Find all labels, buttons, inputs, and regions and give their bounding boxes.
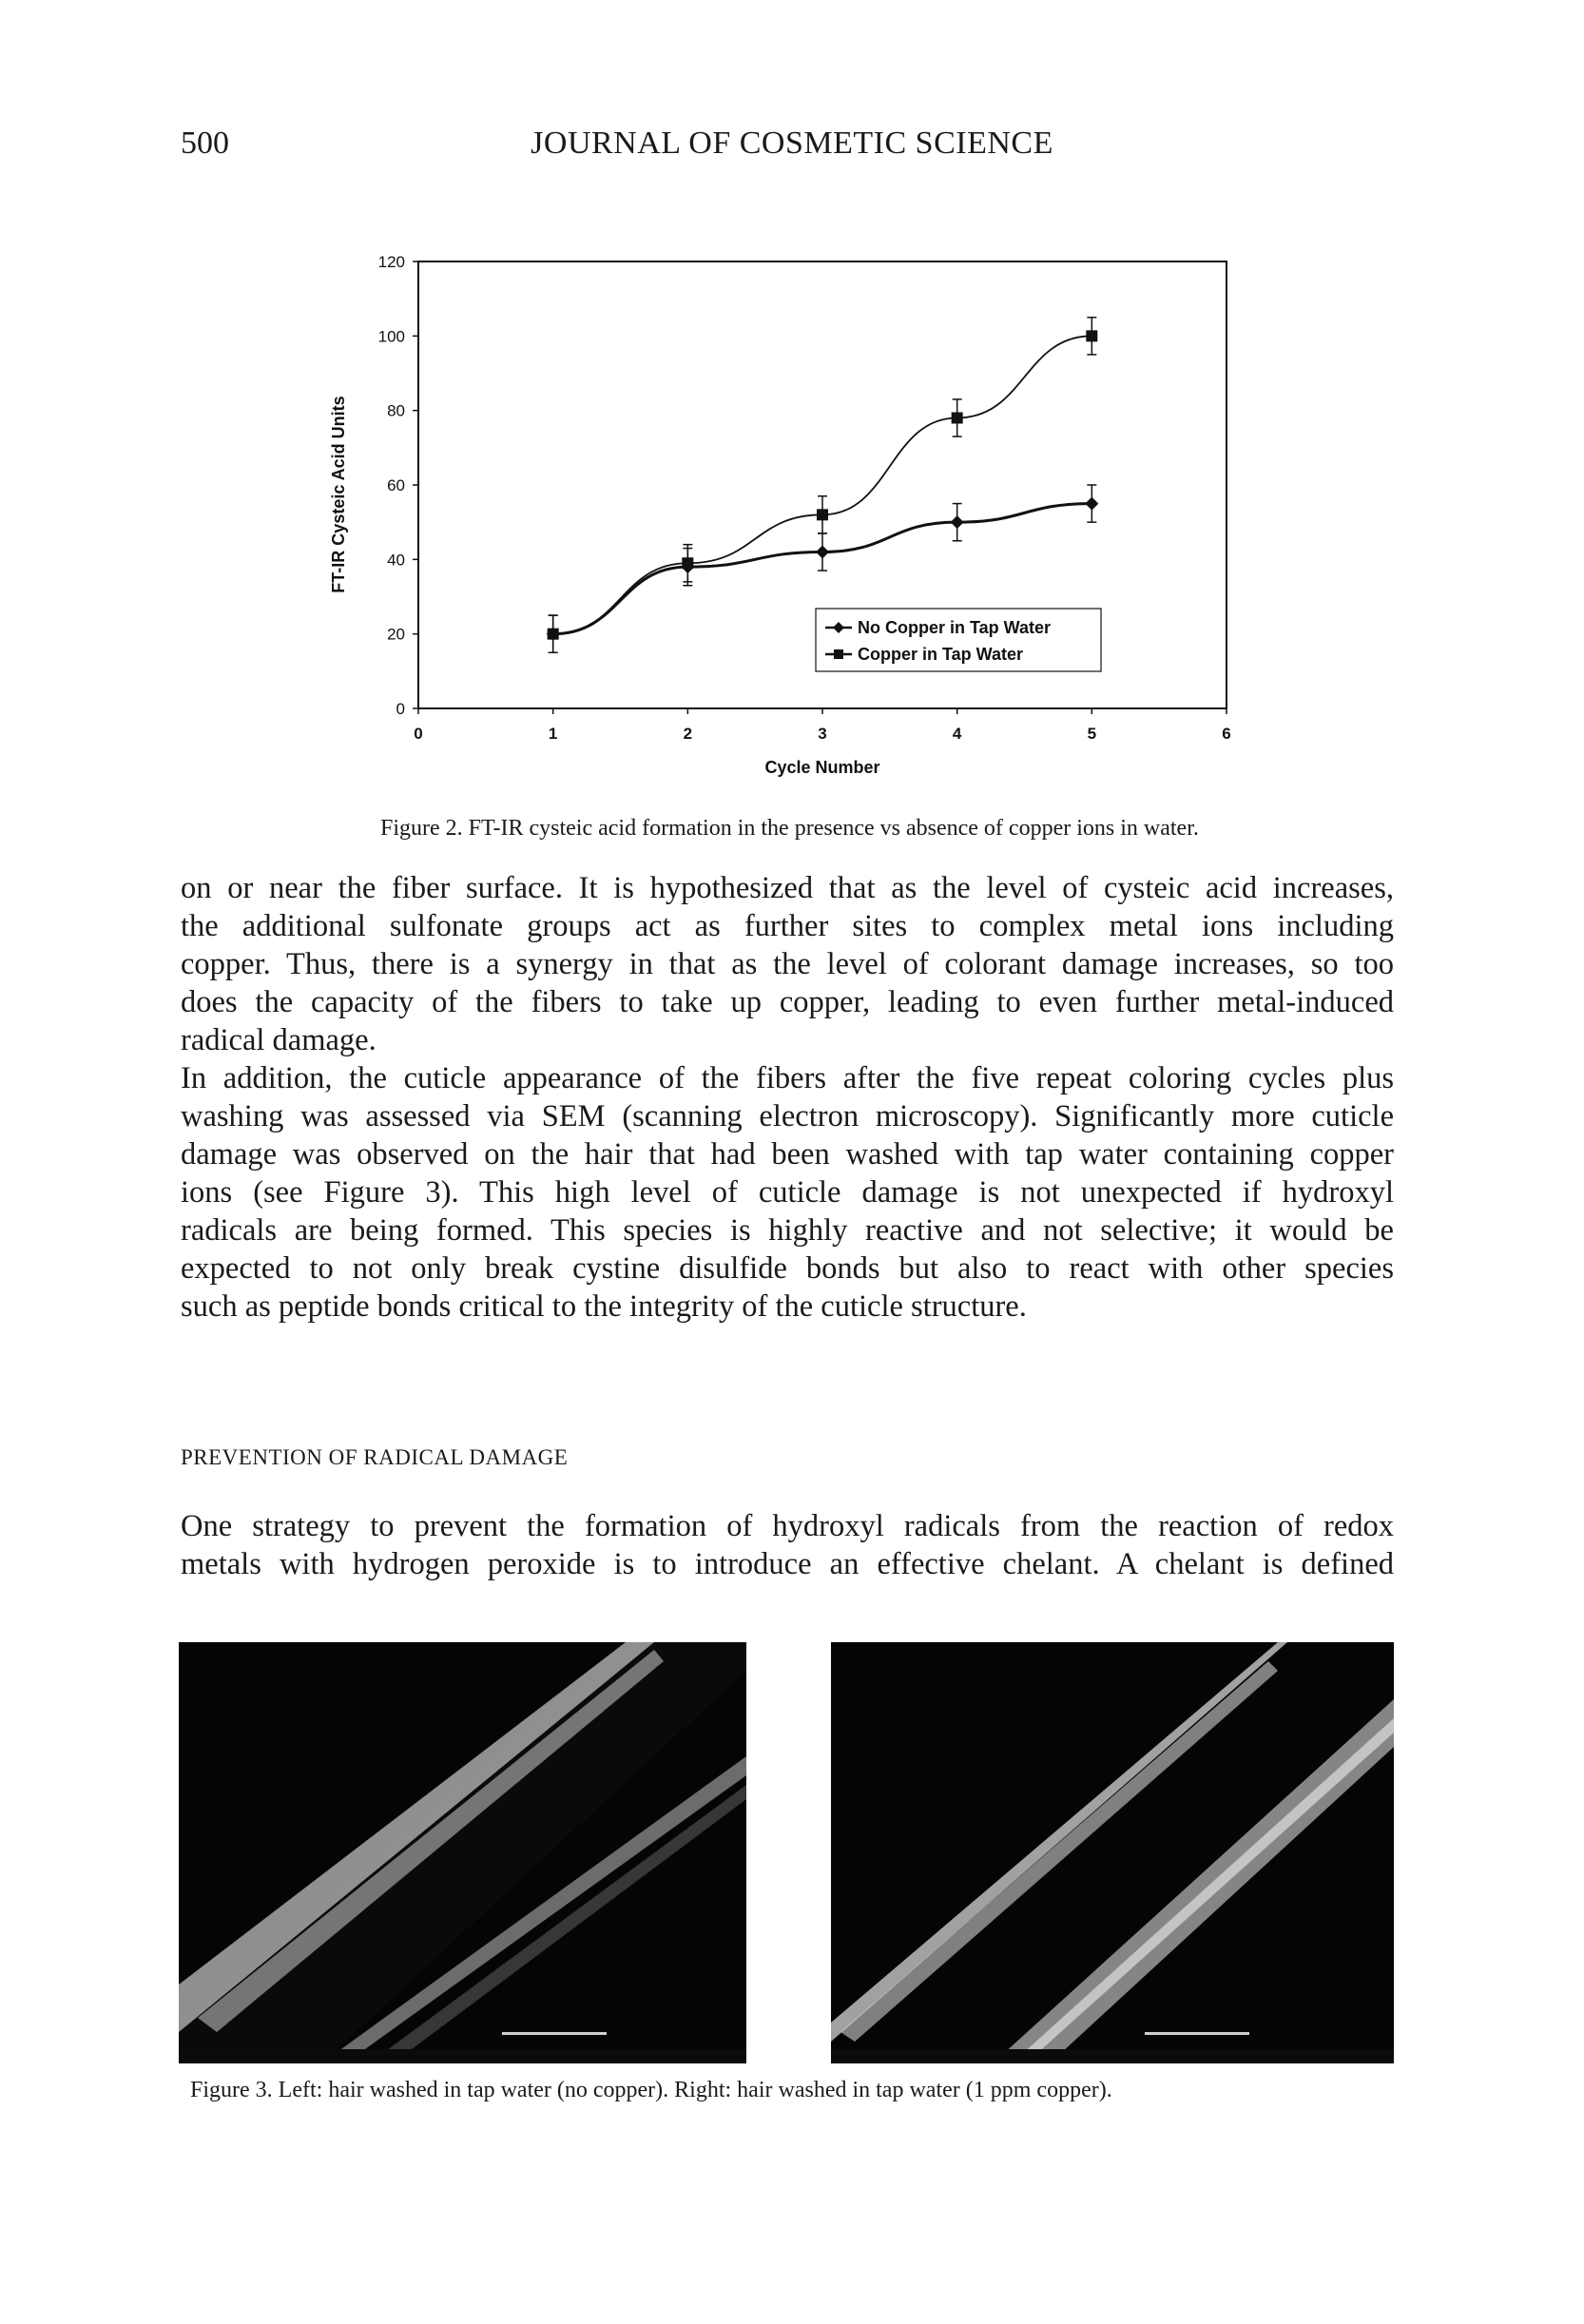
text-line: copper. Thus, there is a synergy in that as the level of colorant damage increases, so too [181, 947, 1394, 981]
figure-2-label: Figure 2. [380, 816, 463, 841]
paragraph-3 [181, 1507, 1394, 1583]
text-line: ions (see Figure 3). This high level of cuticle damage is not unexpected if hydroxyl [181, 1175, 1394, 1210]
section-heading: PREVENTION OF RADICAL DAMAGE [181, 1445, 569, 1469]
text-line: damage was observed on the hair that had been washed with tap water containing copper [181, 1137, 1394, 1172]
y-tick-label: 100 [377, 327, 405, 346]
figure-2-chart [314, 238, 1265, 799]
x-tick-label: 6 [1222, 725, 1231, 743]
text-line: radicals are being formed. This species is highly reactive and not selective; it would be [181, 1213, 1394, 1248]
figure-3-label: Figure 3. [190, 2078, 273, 2102]
legend-label: Copper in Tap Water [858, 645, 1024, 664]
x-tick-label: 4 [952, 725, 962, 743]
journal-title: JOURNAL OF COSMETIC SCIENCE [531, 126, 1053, 161]
text-line: radical damage. [181, 1023, 377, 1057]
x-tick-label: 3 [818, 725, 827, 743]
y-axis-label: FT-IR Cysteic Acid Units [329, 396, 348, 593]
series-copper [548, 318, 1098, 653]
page-number: 500 [181, 126, 229, 161]
legend-label: No Copper in Tap Water [858, 618, 1052, 637]
x-axis-label: Cycle Number [764, 758, 880, 777]
text-line: washing was assessed via SEM (scanning electron microscopy). Significantly more cuticle [181, 1099, 1394, 1133]
page-header [0, 126, 1584, 183]
text-line: One strategy to prevent the formation of hydroxyl radicals from the reaction of redox [181, 1509, 1394, 1543]
diamond-marker-icon [816, 546, 829, 559]
text-line: does the capacity of the fibers to take up copper, leading to even further metal-induced [181, 985, 1394, 1019]
x-tick-label: 0 [414, 725, 423, 743]
diamond-marker-icon [951, 515, 964, 529]
sem-image-no-copper [179, 1642, 746, 2063]
paragraph-2 [181, 1059, 1394, 1326]
y-tick-label: 60 [387, 476, 405, 494]
figure-3-caption-text: Left: hair washed in tap water (no copper). Right: hair washed in tap water (1 ppm copper). [272, 2078, 1112, 2102]
text-line: such as peptide bonds critical to the integrity of the cuticle structure. [181, 1289, 1027, 1324]
text-line: metals with hydrogen peroxide is to introduce an effective chelant. A chelant is defined [181, 1547, 1394, 1581]
text-line: on or near the fiber surface. It is hypothesized that as the level of cysteic acid increases, [181, 871, 1394, 905]
y-tick-label: 120 [377, 253, 405, 271]
y-tick-label: 20 [387, 625, 405, 644]
text-line: the additional sulfonate groups act as further sites to complex metal ions including [181, 909, 1394, 943]
paragraph-1 [181, 869, 1394, 1059]
y-tick-label: 0 [396, 700, 405, 718]
square-marker-icon [682, 557, 693, 569]
diamond-marker-icon [1085, 497, 1098, 511]
text-line: expected to not only break cystine disulfide bonds but also to react with other species [181, 1251, 1394, 1286]
x-tick-label: 5 [1087, 725, 1097, 743]
square-marker-icon [817, 509, 828, 520]
chart-legend [816, 609, 1101, 671]
y-tick-label: 80 [387, 401, 405, 420]
text-line: In addition, the cuticle appearance of the fibers after the five repeat coloring cycles plus [181, 1061, 1394, 1095]
square-marker-icon [834, 649, 843, 659]
x-tick-label: 1 [548, 725, 558, 743]
sem-image-copper [831, 1642, 1394, 2063]
square-marker-icon [952, 413, 963, 424]
x-tick-label: 2 [683, 725, 693, 743]
square-marker-icon [1086, 330, 1097, 341]
figure-2-caption-text: FT-IR cysteic acid formation in the presence vs absence of copper ions in water. [462, 816, 1199, 841]
figure-3-caption [190, 2078, 1112, 2103]
y-tick-label: 40 [387, 551, 405, 570]
square-marker-icon [548, 629, 559, 640]
figure-2-caption [380, 816, 1199, 842]
